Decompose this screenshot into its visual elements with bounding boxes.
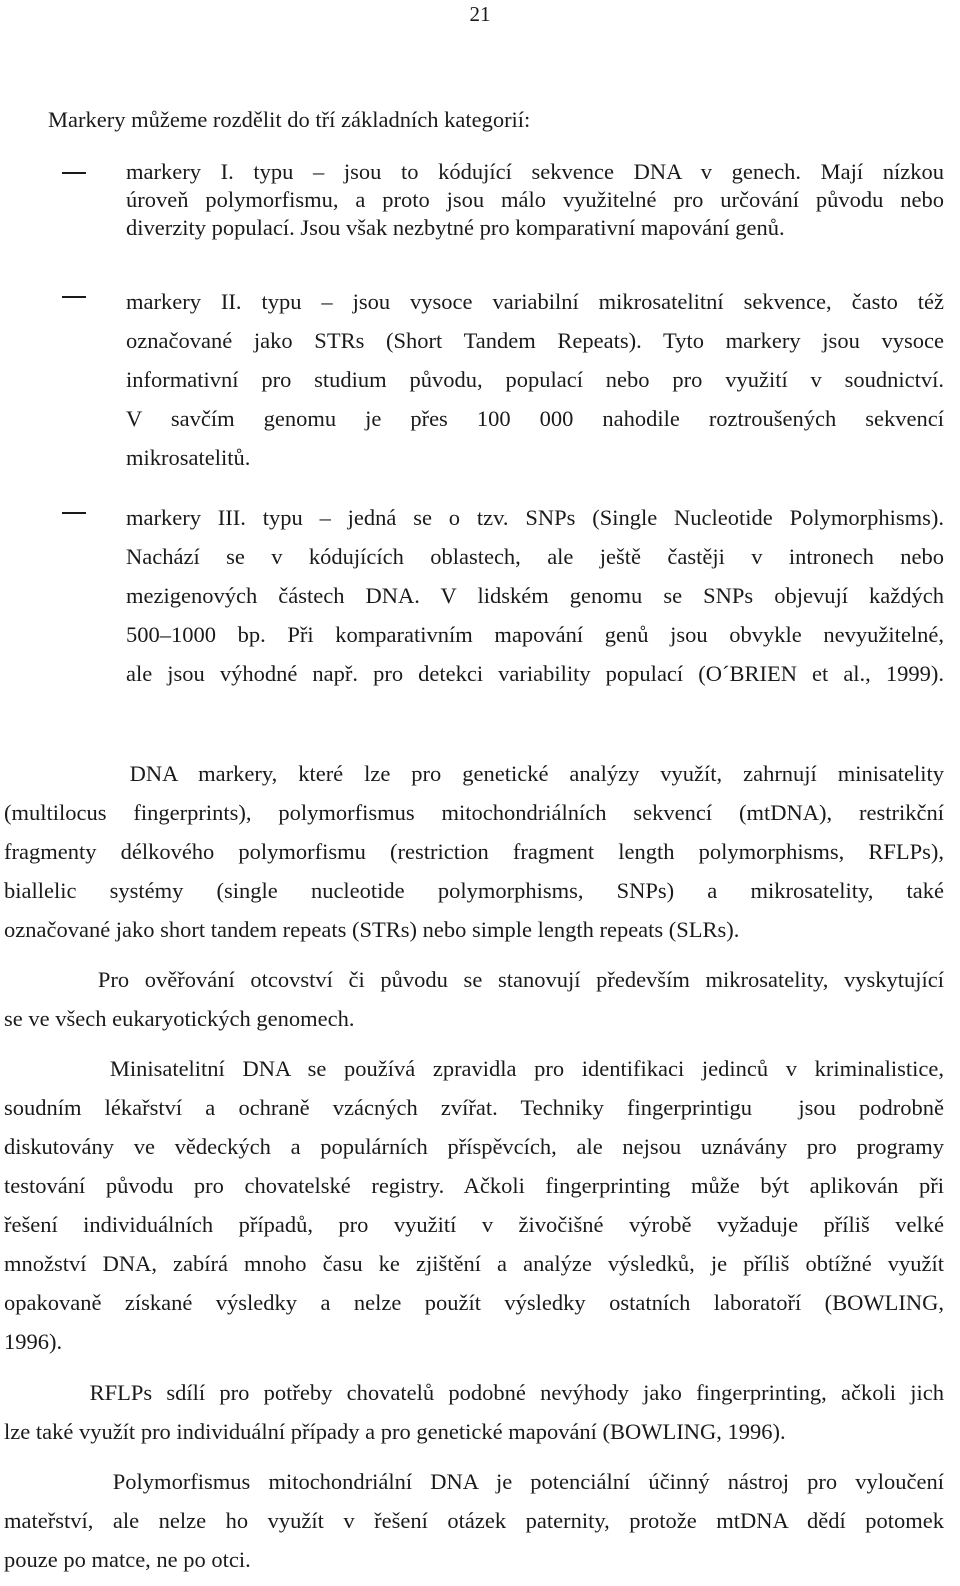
bullet-text-3 [126, 498, 944, 693]
text-line: 1996). [4, 1329, 63, 1354]
text-line: markery I. typu – jsou to kódující sekvence DNA v genech. Mají nízkou [126, 159, 944, 184]
text-line: množství DNA, zabírá mnoho času ke zjištění a analýze výsledků, je příliš obtížné využít [4, 1251, 944, 1276]
text-line: opakovaně získané výsledky a nelze použít výsledky ostatních laboratoří (BOWLING, [4, 1290, 944, 1315]
paragraph-1 [4, 754, 944, 949]
bullet-text-1 [126, 158, 944, 242]
text-line: pouze po matce, ne po otci. [4, 1547, 251, 1572]
paragraph-5 [4, 1462, 944, 1579]
dash-bullet-icon [62, 282, 86, 310]
text-line: Polymorfismus mitochondriální DNA je potenciální účinný nástroj pro vyloučení [4, 1469, 944, 1494]
text-line: diverzity populací. Jsou však nezbytné pro komparativní mapování genů. [126, 215, 785, 240]
text-line: markery III. typu – jedná se o tzv. SNPs (Single Nucleotide Polymorphisms). [126, 505, 944, 530]
text-line: testování původu pro chovatelské registry. Ačkoli fingerprinting může být aplikován při [4, 1173, 944, 1198]
text-line: V savčím genomu je přes 100 000 nahodile roztroušených sekvencí [126, 406, 944, 431]
text-line: Minisatelitní DNA se používá zpravidla pro identifikaci jedinců v kriminalistice, [4, 1056, 944, 1081]
text-line: (multilocus fingerprints), polymorfismus mitochondriálních sekvencí (mtDNA), restrikční [4, 800, 944, 825]
text-line: markery II. typu – jsou vysoce variabilní mikrosatelitní sekvence, často též [126, 289, 944, 314]
text-line: Nachází se v kódujících oblastech, ale ještě častěji v intronech nebo [126, 544, 944, 569]
text-line: soudním lékařství a ochraně vzácných zvířat. Techniky fingerprintigu jsou podrobně [4, 1095, 944, 1120]
bullet-text-2 [126, 282, 944, 477]
dash-bullet-icon [62, 498, 86, 526]
text-line: RFLPs sdílí pro potřeby chovatelů podobné nevýhody jako fingerprinting, ačkoli jich [4, 1380, 944, 1405]
text-line: se ve všech eukaryotických genomech. [4, 1006, 355, 1031]
text-line: mikrosatelitů. [126, 445, 251, 470]
text-line: fragmenty délkového polymorfismu (restriction fragment length polymorphisms, RFLPs), [4, 839, 944, 864]
dash-bullet-icon [62, 158, 86, 186]
text-line: označované jako short tandem repeats (STRs) nebo simple length repeats (SLRs). [4, 917, 740, 942]
text-line: 500–1000 bp. Při komparativním mapování genů jsou obvykle nevyužitelné, [126, 622, 944, 647]
text-line: lze také využít pro individuální případy a pro genetické mapování (BOWLING, 1996). [4, 1419, 786, 1444]
text-line: ale jsou výhodné např. pro detekci variability populací (O´BRIEN et al., 1999). [126, 661, 944, 686]
text-line: Pro ověřování otcovství či původu se stanovují především mikrosatelity, vyskytující [4, 967, 944, 992]
paragraph-4 [4, 1373, 944, 1451]
intro-text: Markery můžeme rozdělit do tří základních kategorií: [48, 107, 531, 132]
text-line: mezigenových částech DNA. V lidském genomu se SNPs objevují každých [126, 583, 944, 608]
paragraph-2 [4, 960, 944, 1038]
paragraph-3 [4, 1049, 944, 1361]
text-line: biallelic systémy (single nucleotide polymorphisms, SNPs) a mikrosatelity, také [4, 878, 944, 903]
text-line: diskutovány ve vědeckých a populárních příspěvcích, ale nejsou uznávány pro programy [4, 1134, 944, 1159]
text-line: mateřství, ale nelze ho využít v řešení otázek paternity, protože mtDNA dědí potomek [4, 1508, 944, 1533]
text-line: informativní pro studium původu, populací nebo pro využití v soudnictví. [126, 367, 944, 392]
page-number: 21 [469, 2, 491, 26]
text-line: úroveň polymorfismu, a proto jsou málo využitelné pro určování původu nebo [126, 187, 944, 212]
text-line: DNA markery, které lze pro genetické analýzy využít, zahrnují minisatelity [4, 761, 944, 786]
text-line: označované jako STRs (Short Tandem Repeats). Tyto markery jsou vysoce [126, 328, 944, 353]
text-line: řešení individuálních případů, pro využití v živočišné výrobě vyžaduje příliš velké [4, 1212, 944, 1237]
